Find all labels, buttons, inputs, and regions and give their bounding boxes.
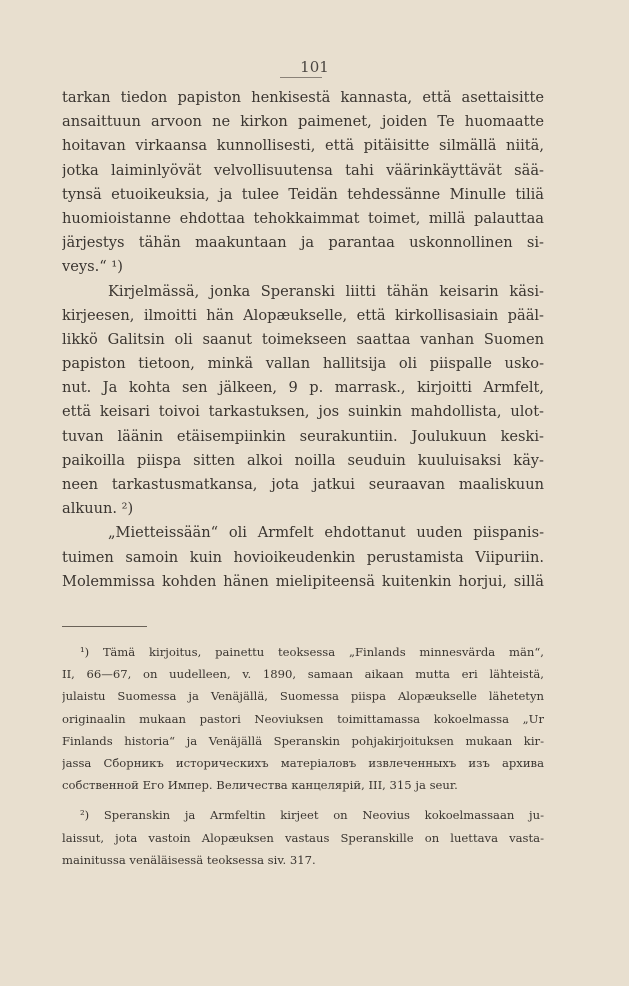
text-line: veys.“ ¹) [62,258,123,276]
text-line: tynsä etuoikeuksia, ja tulee Teidän tehdessänne Minulle tiliä [62,185,544,203]
paragraph-start-line: Kirjelmässä, jonka Speranski liitti tähän keisarin käsi- [108,282,544,300]
footnote-line: julaistu Suomessa ja Venäjällä, Suomessa piispa Alopæukselle lähetetyn [62,689,544,704]
text-line: hoitavan virkaansa kunnollisesti, että pitäisitte silmällä niitä, [62,137,544,155]
footnote-line: ¹) Tämä kirjoitus, painettu teoksessa „Finlands minnesvärda män“, [80,645,544,659]
text-line: tuimen samoin kuin hovioikeudenkin perustamista Viipuriin. [62,548,544,566]
text-line: Molemmissa kohden hänen mielipiteensä kuitenkin horjui, sillä [62,572,544,590]
footnote-line: собственной Его Импер. Величества канцелярій, III, 315 ja seur. [62,778,458,793]
text-line: nut. Ja kohta sen jälkeen, 9 p. marrask., kirjoitti Armfelt, [62,379,544,397]
text-line: järjestys tähän maakuntaan ja parantaa uskonnollinen si- [62,234,544,252]
footnote-rule [62,626,147,627]
text-line: tarkan tiedon papiston henkisestä kannasta, että asettaisitte [62,89,544,106]
footnote-line: Finlands historia“ ja Venäjällä Speranskin pohjakirjoituksen mukaan kir- [62,733,544,748]
text-line: papiston tietoon, minkä vallan hallitsija oli piispalle usko- [62,355,544,373]
text-line: että keisari toivoi tarkastuksen, jos suinkin mahdollista, ulot- [62,403,544,421]
footnote-line: II, 66—67, on uudelleen, v. 1890, samaan aikaan mutta eri lähteistä, [62,667,544,682]
page-number: 101 [300,58,329,76]
text-line: jotka laiminlyövät velvollisuutensa tahi väärinkäyttävät sää- [62,161,544,179]
text-line: tuvan läänin etäisempiinkin seurakuntiin. Joulukuun keski- [62,427,544,445]
text-line: huomioistanne ehdottaa tehokkaimmat toimet, millä palauttaa [62,209,544,227]
text-line: paikoilla piispa sitten alkoi noilla seuduin kuuluisaksi käy- [62,451,544,469]
footnotes [62,641,544,871]
text-line: neen tarkastusmatkansa, jota jatkui seuraavan maaliskuun [62,476,544,493]
text-line: kirjeesen, ilmoitti hän Alopæukselle, että kirkollisasiain pääl- [62,306,544,324]
text-line: likkö Galitsin oli saanut toimekseen saattaa vanhan Suomen [62,330,544,348]
footnote-line: ²) Speranskin ja Armfeltin kirjeet on Neovius kokoelmassaan ju- [80,808,544,823]
page-number-rule [280,77,322,78]
main-text [62,86,544,594]
footnote-line: originaalin mukaan pastori Neoviuksen toimittamassa kokoelmassa „Ur [62,711,544,726]
footnote-line: laissut, jota vastoin Alopæuksen vastaus Speranskille on luettava vasta- [62,830,544,845]
text-line: alkuun. ²) [62,500,134,518]
footnote-line: jassa Сборникъ историческихъ матеріаловъ извлеченныхъ изъ архива [62,755,544,770]
paragraph-start-line: „Mietteissään“ oli Armfelt ehdottanut uuden piispanis- [108,524,544,542]
text-line: ansaittuun arvoon ne kirkon paimenet, joiden Te huomaatte [62,113,544,131]
footnote-line: mainitussa venäläisessä teoksessa siv. 317. [62,852,316,867]
